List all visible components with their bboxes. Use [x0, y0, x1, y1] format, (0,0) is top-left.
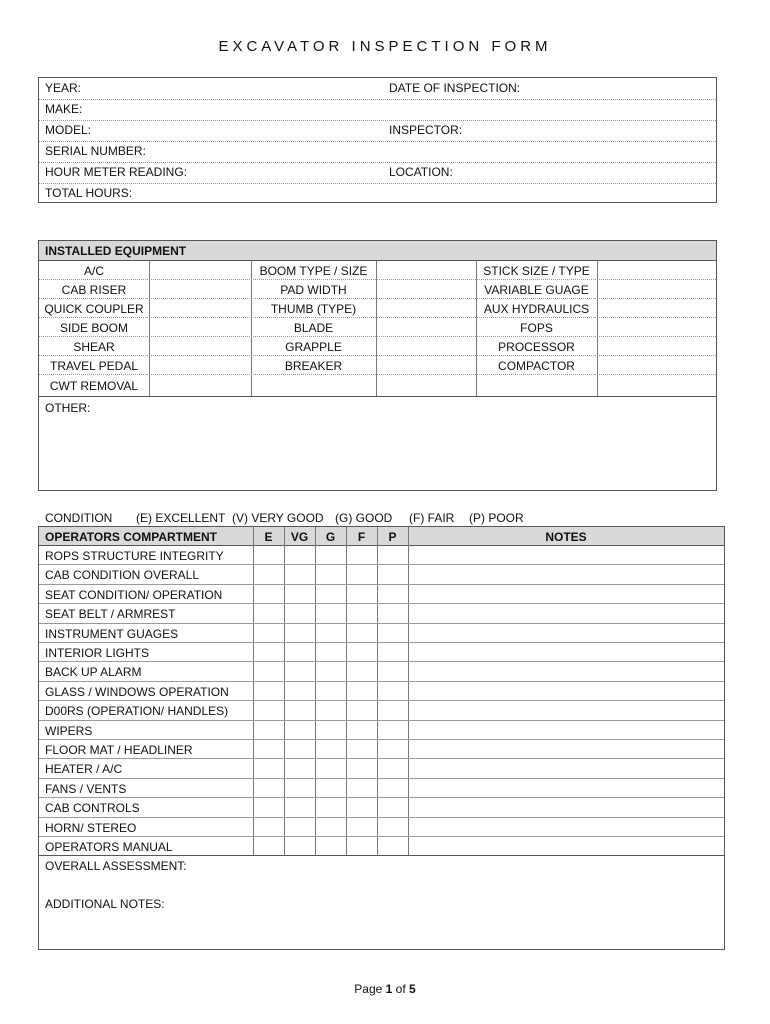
legend-excellent: (E) EXCELLENT	[136, 511, 226, 525]
hour-meter-label: HOUR METER READING:	[45, 165, 188, 179]
legend-poor: (P) POOR	[469, 511, 524, 525]
info-row	[39, 162, 716, 184]
checklist-row	[39, 624, 724, 643]
checklist-item-label: SEAT CONDITION/ OPERATION	[45, 587, 223, 602]
equipment-item: VARIABLE GUAGE	[484, 283, 589, 297]
other-label: OTHER:	[45, 401, 91, 415]
info-row	[39, 99, 716, 121]
additional-notes-label: ADDITIONAL NOTES:	[45, 897, 165, 911]
checklist-row	[39, 565, 724, 584]
equipment-item: SIDE BOOM	[59, 321, 128, 335]
checklist-row	[39, 682, 724, 701]
equipment-item: A/C	[83, 264, 104, 278]
checklist-row	[39, 759, 724, 778]
checklist-row	[39, 740, 724, 759]
checklist-item-label: CAB CONTROLS	[45, 801, 140, 816]
date-of-inspection-label: DATE OF INSPECTION:	[389, 81, 521, 95]
info-row	[39, 183, 716, 204]
equipment-item: FOPS	[520, 321, 553, 335]
equipment-header-label: INSTALLED EQUIPMENT	[45, 244, 187, 258]
checklist-item-label: INTERIOR LIGHTS	[45, 646, 150, 660]
col-header-g: G	[325, 530, 336, 544]
checklist-item-label: WIPERS	[45, 723, 93, 738]
page-number: 1	[385, 982, 393, 996]
checklist-item-label: HEATER / A/C	[45, 762, 123, 777]
location-label: LOCATION:	[389, 165, 453, 179]
equipment-item: SHEAR	[73, 340, 115, 354]
divider	[39, 396, 716, 397]
equipment-item: PAD WIDTH	[280, 283, 347, 297]
checklist-row	[39, 798, 724, 817]
overall-assessment-label: OVERALL ASSESSMENT:	[45, 859, 187, 873]
equipment-item: BREAKER	[284, 359, 343, 373]
checklist-item-label: INSTRUMENT GUAGES	[45, 626, 179, 641]
col-header-notes: NOTES	[545, 530, 587, 544]
equipment-item: CAB RISER	[61, 283, 127, 297]
legend-very-good: (V) VERY GOOD	[232, 511, 324, 525]
info-row	[39, 78, 716, 100]
checklist-item-label: GLASS / WINDOWS OPERATION	[45, 684, 229, 699]
checklist-item-label: OPERATORS MANUAL	[45, 840, 173, 854]
info-row	[39, 141, 716, 163]
col-header-f: F	[357, 530, 366, 544]
checklist-row	[39, 837, 724, 856]
checklist-row	[39, 662, 724, 681]
col-header-p: P	[388, 530, 397, 544]
checklist-row	[39, 604, 724, 623]
legend-fair: (F) FAIR	[409, 511, 455, 525]
page-footer	[0, 982, 770, 996]
equipment-item: TRAVEL PEDAL	[49, 359, 139, 373]
equipment-row	[39, 337, 716, 356]
equipment-row	[39, 299, 716, 318]
checklist-row	[39, 779, 724, 798]
checklist-item-label: CAB CONDITION OVERALL	[45, 568, 200, 583]
equipment-item: QUICK COUPLER	[44, 302, 144, 316]
col-header-e: E	[264, 530, 273, 544]
equipment-item: CWT REMOVAL	[49, 379, 139, 393]
page-total: 5	[409, 982, 416, 996]
equipment-item: AUX HYDRAULICS	[483, 302, 590, 316]
make-label: MAKE:	[45, 102, 83, 116]
equipment-item: THUMB (TYPE)	[270, 302, 357, 316]
operators-header-label: OPERATORS COMPARTMENT	[45, 530, 218, 544]
of-word: of	[395, 982, 406, 996]
total-hours-label: TOTAL HOURS:	[45, 186, 133, 200]
equipment-item: BOOM TYPE / SIZE	[259, 264, 368, 278]
checklist-item-label: BACK UP ALARM	[45, 665, 142, 680]
legend-good: (G) GOOD	[335, 511, 393, 525]
col-header-vg: VG	[290, 530, 309, 544]
equipment-item: COMPACTOR	[498, 359, 575, 373]
checklist-row	[39, 546, 724, 565]
equipment-item: PROCESSOR	[498, 340, 575, 354]
checklist-item-label: FLOOR MAT / HEADLINER	[45, 743, 193, 757]
checklist-item-label: ROPS STRUCTURE INTEGRITY	[45, 549, 224, 563]
vehicle-info-box	[38, 77, 717, 203]
checklist-item-label: FANS / VENTS	[45, 781, 127, 796]
checklist-item-label: HORN/ STEREO	[45, 820, 137, 835]
form-title: EXCAVATOR INSPECTION FORM	[218, 38, 552, 55]
equipment-row	[39, 280, 716, 299]
equipment-row	[39, 318, 716, 337]
page-word: Page	[354, 982, 383, 996]
equipment-row	[39, 261, 716, 280]
checklist-item-label: SEAT BELT / ARMREST	[45, 607, 176, 622]
equipment-item: BLADE	[293, 321, 334, 335]
year-label: YEAR:	[45, 81, 82, 95]
checklist-row	[39, 643, 724, 662]
equipment-header	[39, 241, 716, 261]
info-row	[39, 120, 716, 142]
inspector-label: INSPECTOR:	[389, 123, 463, 137]
condition-label: CONDITION	[45, 511, 113, 525]
installed-equipment-box	[38, 240, 717, 491]
equipment-item: GRAPPLE	[285, 340, 342, 354]
checklist-item-label: D00RS (OPERATION/ HANDLES)	[45, 704, 229, 719]
equipment-row	[39, 356, 716, 375]
model-label: MODEL:	[45, 123, 92, 137]
operators-header	[39, 527, 724, 546]
checklist-row	[39, 721, 724, 740]
equipment-row	[39, 376, 716, 395]
operators-compartment-box	[38, 526, 725, 950]
serial-number-label: SERIAL NUMBER:	[45, 144, 146, 158]
checklist-row	[39, 818, 724, 837]
equipment-item: STICK SIZE / TYPE	[483, 264, 590, 278]
checklist-row	[39, 585, 724, 604]
checklist-row	[39, 701, 724, 720]
